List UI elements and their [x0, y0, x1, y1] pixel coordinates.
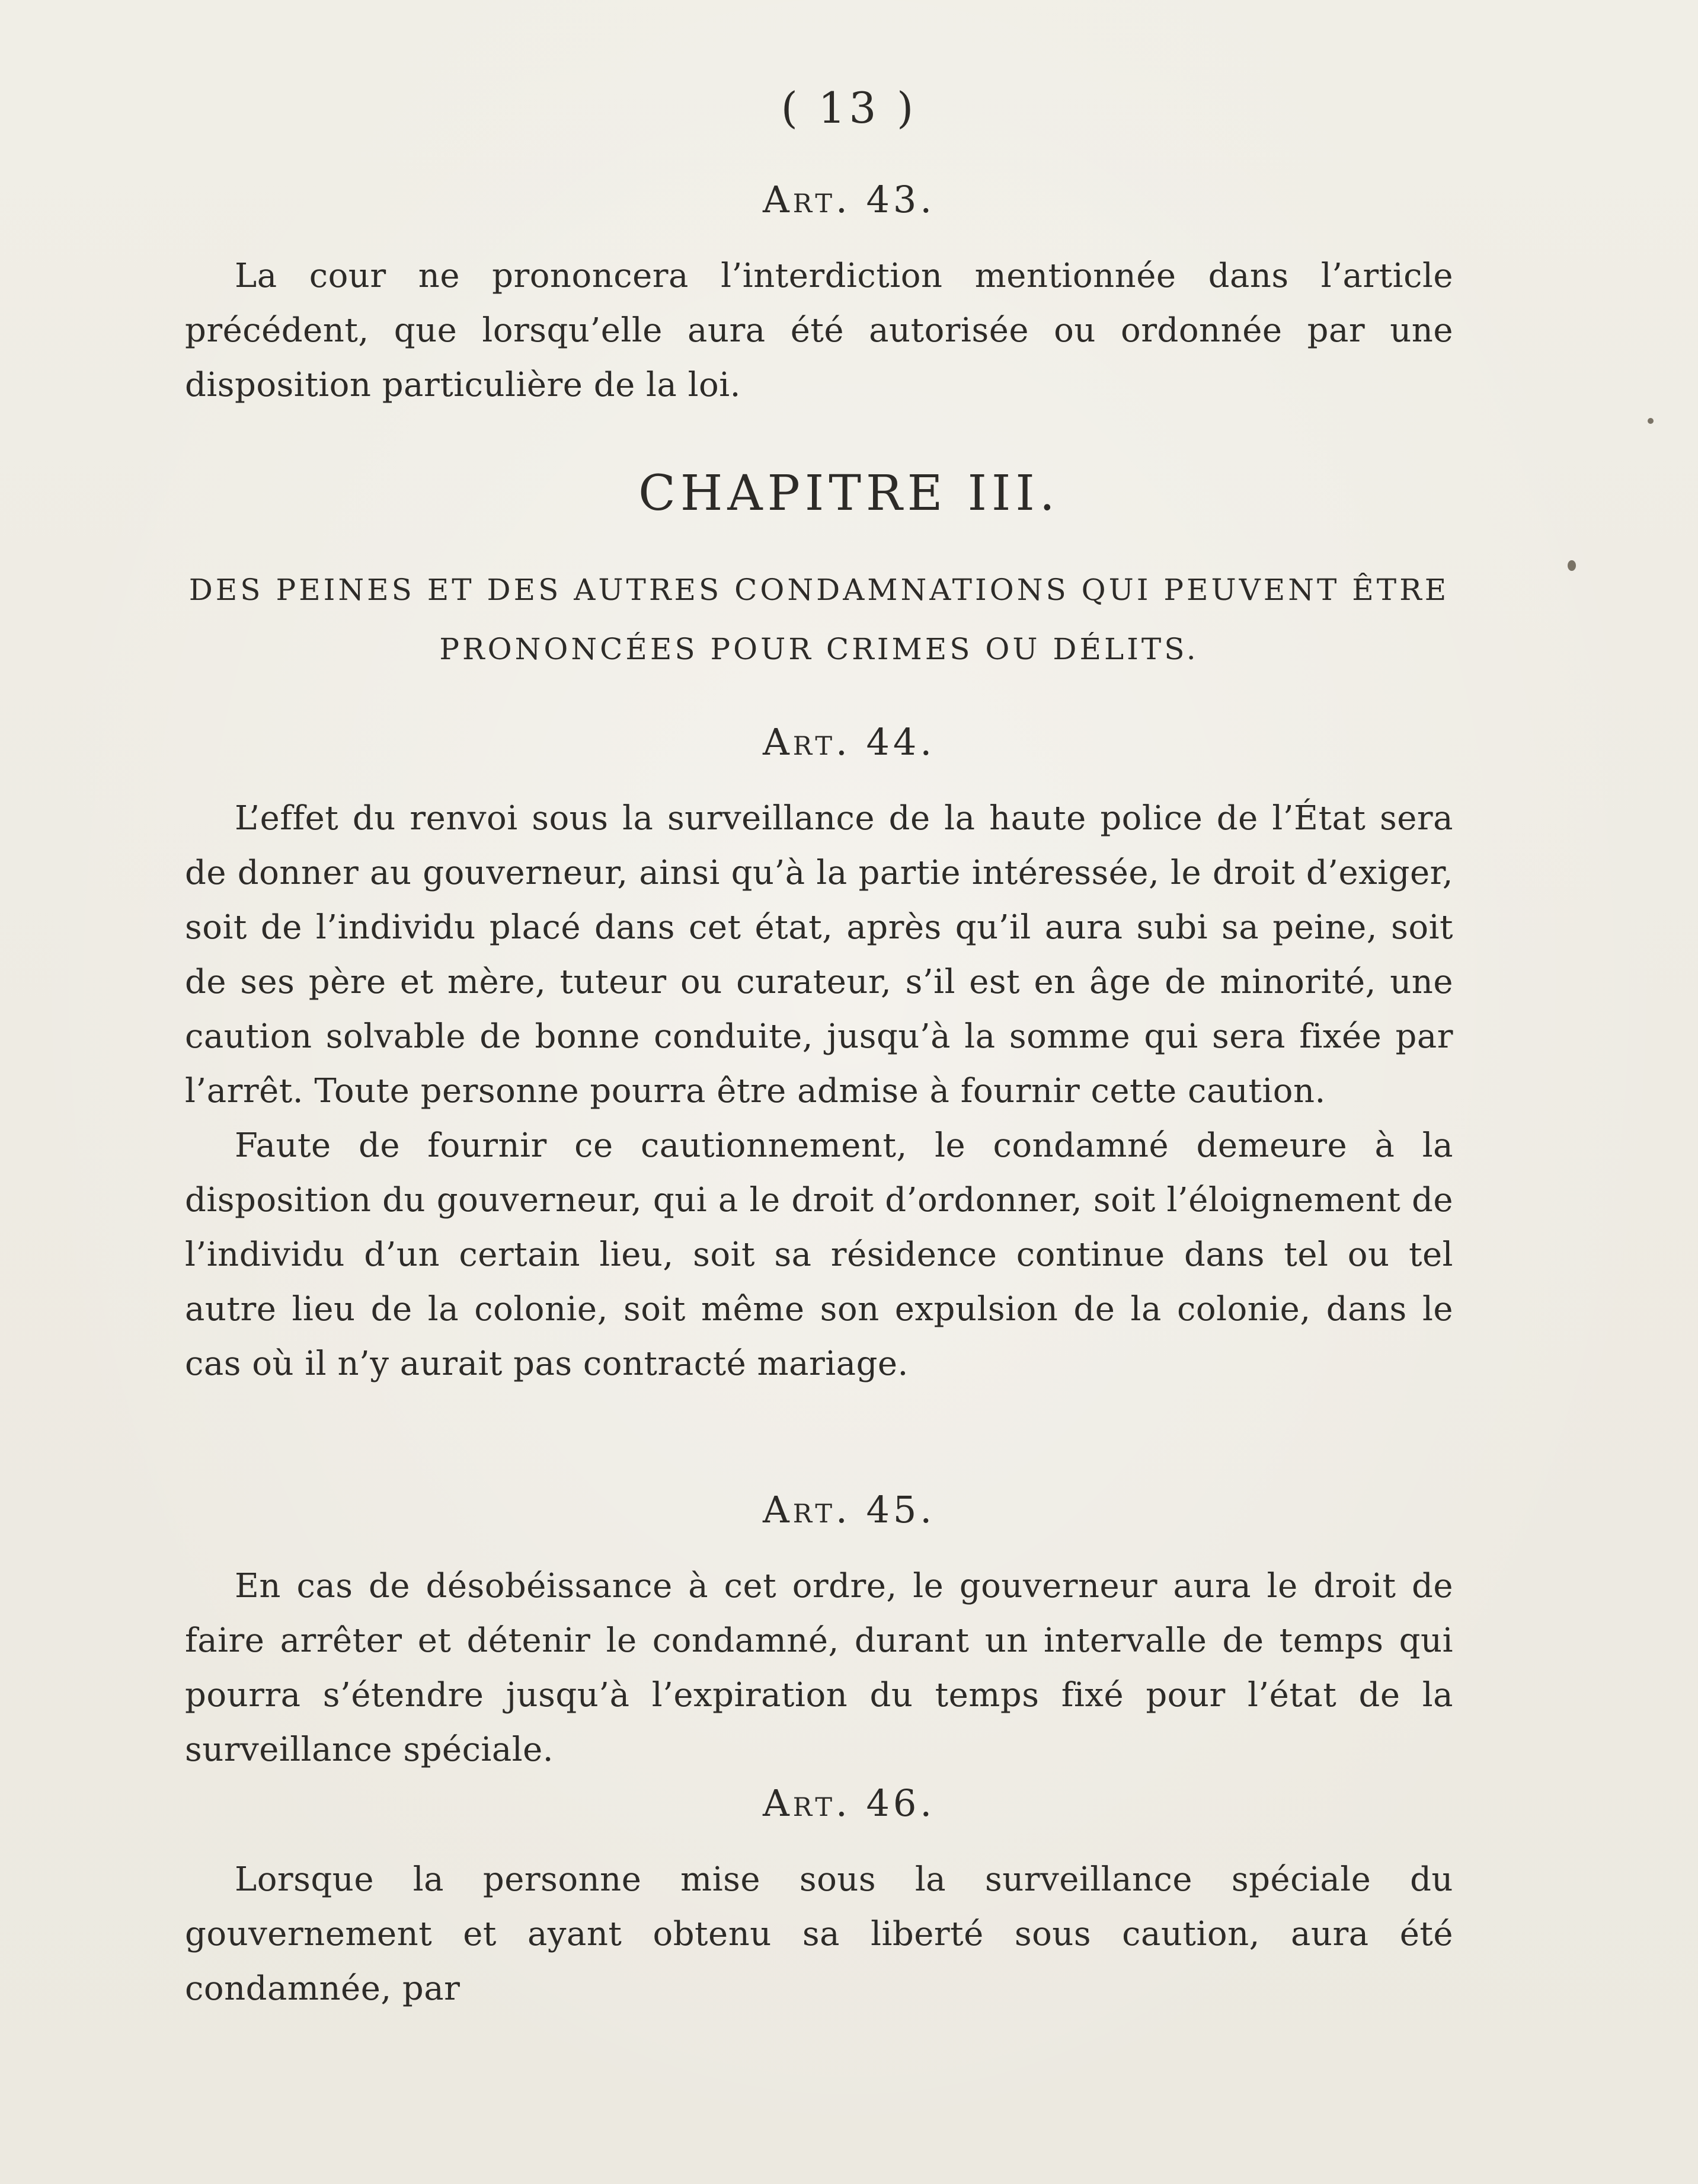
article-45-body	[185, 1559, 1453, 1777]
article-44-heading: Art. 44.	[762, 720, 936, 764]
chapter-subtitle-line-1: DES PEINES ET DES AUTRES CONDAMNATIONS QUI PEUVENT ÊTRE	[188, 573, 1450, 607]
article-44-paragraph-2: Faute de fournir ce cautionnement, le condamné demeure à la disposition du gouverneur, qui a le droit d’ordonner, soit l’éloignement de l’individu d’un certain lieu, soit sa résidence continue dans tel ou tel autre lieu de la colonie, soit même son expulsion de la colonie, dans le cas où il n’y aurait pas contracté mariage.	[185, 1126, 1453, 1383]
page-number: ( 13 )	[781, 83, 917, 133]
paper-speck	[1568, 560, 1576, 571]
article-45-paragraph: En cas de désobéissance à cet ordre, le gouverneur aura le droit de faire arrêter et détenir le condamné, durant un intervalle de temps qui pourra s’étendre jusqu’à l’expiration du temps fixé pour l’état de la surveillance spéciale.	[185, 1567, 1453, 1769]
chapter-subtitle-line-2: PRONONCÉES POUR CRIMES OU DÉLITS.	[439, 632, 1199, 666]
article-46-body	[185, 1853, 1453, 2016]
article-43-body	[185, 249, 1453, 413]
article-43-paragraph: La cour ne prononcera l’interdiction mentionnée dans l’article précédent, que lorsqu’elle aura été autorisée ou ordonnée par une disposition particulière de la loi.	[185, 257, 1453, 404]
article-45-heading: Art. 45.	[762, 1488, 936, 1531]
article-46-paragraph: Lorsque la personne mise sous la surveillance spéciale du gouvernement et ayant obtenu sa liberté sous caution, aura été condamnée, par	[185, 1860, 1453, 2008]
paper-speck	[1648, 418, 1654, 424]
chapter-title: CHAPITRE III.	[638, 465, 1060, 522]
article-44-body	[185, 791, 1453, 1391]
article-44-paragraph-1: L’effet du renvoi sous la surveillance de la haute police de l’État sera de donner au gouverneur, ainsi qu’à la partie intéressée, le droit d’exiger, soit de l’individu placé dans cet état, après qu’il aura subi sa peine, soit de ses père et mère, tuteur ou curateur, s’il est en âge de minorité, une caution solvable de bonne conduite, jusqu’à la somme qui sera fixée par l’arrêt. Toute personne pourra être admise à fournir cette caution.	[185, 799, 1453, 1110]
article-43-heading: Art. 43.	[762, 178, 936, 221]
article-46-heading: Art. 46.	[762, 1781, 936, 1825]
